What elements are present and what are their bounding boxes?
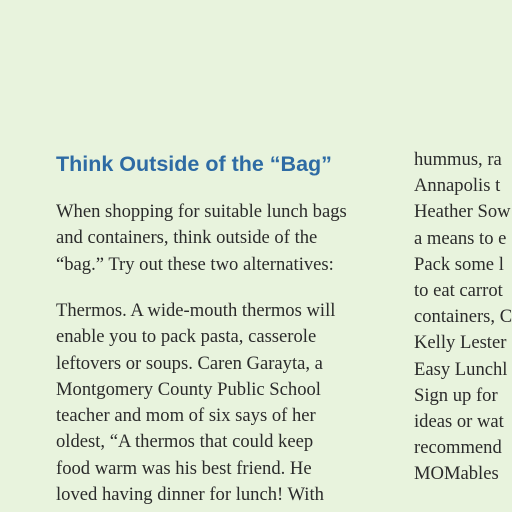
text-line: containers, C: [414, 306, 512, 328]
text-line: Montgomery County Public School: [56, 378, 321, 400]
text-line: to eat carrot: [414, 280, 503, 302]
text-line: ideas or wat: [414, 411, 504, 433]
text-line: Pack some l: [414, 253, 504, 275]
text-line: hummus, ra: [414, 149, 502, 170]
text-line: Easy Lunchl: [414, 358, 508, 380]
section-heading: Think Outside of the “Bag”: [56, 152, 332, 176]
text-line: Annapolis t: [414, 175, 501, 197]
intro-paragraph: [56, 199, 401, 278]
text-line: MOMables: [414, 463, 499, 485]
text-line: Heather Sow: [414, 201, 511, 223]
text-line: and containers, think outside of the: [56, 227, 318, 249]
right-column-text: [414, 147, 512, 488]
text-line: When shopping for suitable lunch bags: [56, 201, 347, 222]
text-line: “bag.” Try out these two alternatives:: [56, 253, 334, 275]
text-line: oldest, “A thermos that could keep: [56, 431, 314, 453]
text-line: a means to e: [414, 227, 507, 249]
text-line: loved having dinner for lunch! With: [56, 484, 324, 506]
text-line: enable you to pack pasta, casserole: [56, 326, 317, 348]
text-line: Sign up for: [414, 384, 498, 406]
text-line: recommend: [414, 437, 502, 459]
text-line: leftovers or soups. Caren Garayta, a: [56, 352, 323, 374]
text-line: teacher and mom of six says of her: [56, 405, 316, 427]
text-line: Thermos. A wide-mouth thermos will: [56, 300, 336, 321]
text-line: Kelly Lester: [414, 332, 507, 354]
thermos-paragraph: [56, 298, 401, 508]
text-line: food warm was his best friend. He: [56, 457, 312, 479]
